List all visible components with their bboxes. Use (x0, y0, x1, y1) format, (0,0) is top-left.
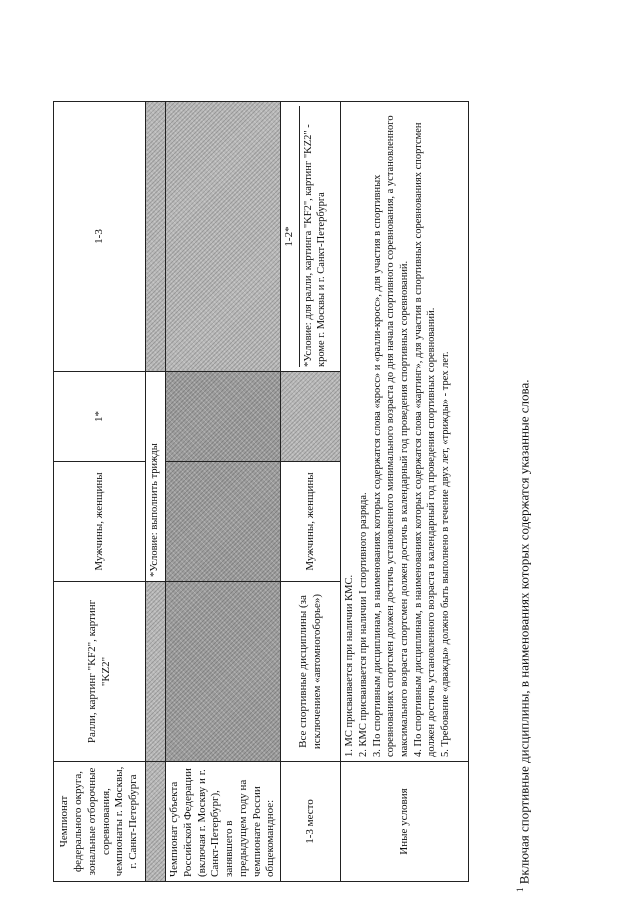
table-row (146, 102, 166, 882)
table-row (54, 102, 146, 882)
cell-shaded (166, 102, 281, 372)
list-item: 3. По спортивным дисциплинам, в наименованиях которых содержатся слова «кросс» и «ралли-кросс», для участия в спортивных соревнованиях спортсмен должен достичь установленного минимального возраста до дня начала спортивного соревнования, а установленного максимального возраста спортсмен должен достичь в календарный год проведения спортивных соревнований. (372, 115, 410, 757)
cell-discipline: Ралли, картинг "KF2", картинг "KZ2" (54, 582, 146, 762)
cell-competition: Чемпионат субъекта Российской Федерации (включая г. Москву и г. Санкт-Петербург), занявшего в предыдущем году на чемпионате России общекомандное: (166, 762, 281, 882)
cell-note: *Условие: выполнить трижды (146, 372, 166, 582)
table-row (341, 102, 469, 882)
cell-gender: Мужчины, женщины (54, 462, 146, 582)
cell-discipline: Все спортивные дисциплины (за исключением «автомногоборье») (281, 582, 341, 762)
footnote-text: Включая спортивные дисциплины, в наименованиях которых содержатся указанные слова. (516, 379, 532, 885)
cell-shaded (281, 372, 341, 462)
cell-shaded (146, 102, 166, 372)
cell-shaded (166, 372, 281, 462)
cell-shaded (166, 582, 281, 762)
qualification-table (53, 101, 469, 882)
cell-place-value: 1-2* (283, 226, 295, 247)
list-item: 4. По спортивным дисциплинам, в наименованиях которых содержатся слова «картинг», для участия в спортивных соревнованиях спортсмен должен достичь установленного возраста в календарный год проведения спортивных соревнований. (412, 122, 437, 757)
list-item: 1. МС присваивается при наличии КМС. (344, 574, 355, 757)
footnote (515, 12, 532, 892)
footnote-mark: 1 (515, 887, 525, 892)
cell-shaded (146, 762, 166, 882)
table-row (281, 102, 341, 882)
cell-shaded (166, 462, 281, 582)
list-item: 5. Требование «дважды» должно быть выполнено в течение двух лет, «трижды» - трех лет. (439, 351, 451, 757)
other-conditions-list (343, 106, 452, 757)
other-conditions-label: Иные условия (341, 762, 469, 882)
cell-place-range: 1-3 место (281, 762, 341, 882)
cell-place-note (281, 102, 341, 372)
other-conditions-cell (341, 102, 469, 762)
cell-place: 1-3 (54, 102, 146, 372)
cell-competition: Чемпионат федерального округа, зональные отборочные соревнования, чемпионаты г. Москвы, г. Санкт-Петербурга (54, 762, 146, 882)
list-item: 2. КМС присваивается при наличии I спортивного разряда. (358, 492, 370, 757)
cell-count: 1* (54, 372, 146, 462)
rotated-table-region (53, 102, 451, 882)
table-row (166, 102, 281, 882)
cell-gender: Мужчины, женщины (281, 462, 341, 582)
cell-place-condition: *Условие: для ралли, картинга "KF2", картинг "KZ2" - кроме г. Москвы и г. Санкт-Петербурга (299, 106, 328, 367)
cell-shaded (146, 582, 166, 762)
